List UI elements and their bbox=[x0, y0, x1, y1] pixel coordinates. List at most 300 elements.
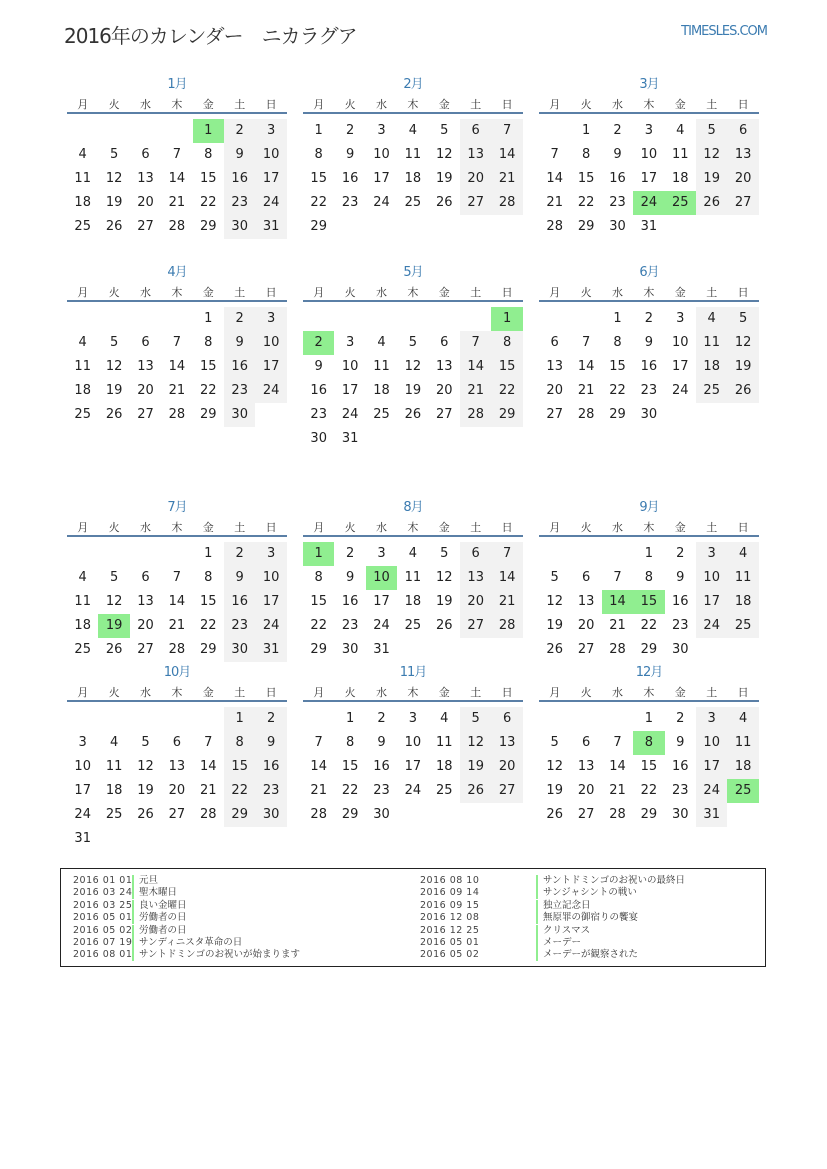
day-cell: 28 bbox=[460, 403, 491, 427]
day-cell: 7 bbox=[491, 119, 522, 143]
day-cell: 25 bbox=[74, 219, 91, 234]
weekday-header: 日 bbox=[501, 286, 513, 299]
day-cell: 13 bbox=[460, 566, 491, 590]
header-rule bbox=[67, 700, 287, 702]
day-cell: 8 bbox=[224, 731, 255, 755]
day-cell: 19 bbox=[436, 171, 453, 186]
day-cell: 20 bbox=[436, 383, 453, 398]
day-cell: 28 bbox=[609, 642, 626, 657]
day-cell: 16 bbox=[255, 755, 286, 779]
weekday-header: 水 bbox=[139, 98, 151, 111]
day-cell: 13 bbox=[727, 143, 758, 167]
weekday-header: 日 bbox=[501, 686, 513, 699]
day-cell: 6 bbox=[141, 147, 150, 162]
holiday-date: 2016 03 24 bbox=[73, 887, 133, 899]
header-rule bbox=[539, 112, 759, 114]
holiday-legend bbox=[60, 868, 766, 967]
day-cell: 18 bbox=[373, 383, 390, 398]
day-cell: 22 bbox=[609, 383, 626, 398]
day-cell: 6 bbox=[460, 542, 491, 566]
day-cell: 3 bbox=[377, 546, 386, 561]
day-cell: 6 bbox=[172, 735, 182, 750]
day-cell: 6 bbox=[491, 707, 522, 731]
day-cell: 4 bbox=[727, 542, 758, 566]
day-cell: 24 bbox=[74, 807, 91, 822]
weekday-header: 日 bbox=[737, 98, 749, 111]
day-cell: 4 bbox=[727, 707, 758, 731]
day-cell: 9 bbox=[224, 143, 255, 167]
day-cell: 27 bbox=[460, 614, 491, 638]
day-cell: 12 bbox=[696, 143, 727, 167]
day-cell: 2 bbox=[224, 307, 255, 331]
day-cell: 13 bbox=[546, 359, 563, 374]
holiday-date: 2016 05 01 bbox=[73, 912, 133, 924]
day-cell: 11 bbox=[74, 171, 91, 186]
day-cell: 10 bbox=[74, 759, 91, 774]
holiday-name: 労働者の日 bbox=[139, 924, 187, 936]
day-cell: 21 bbox=[310, 783, 327, 798]
day-cell: 24 bbox=[404, 783, 422, 798]
weekday-header: 日 bbox=[265, 286, 277, 299]
day-cell: 7 bbox=[204, 735, 213, 750]
day-cell: 26 bbox=[404, 407, 422, 422]
day-cell: 5 bbox=[440, 546, 449, 561]
day-cell: 16 bbox=[672, 594, 689, 609]
holiday-name: サンジャシントの戦い bbox=[543, 887, 637, 899]
header-rule bbox=[67, 300, 287, 302]
weekday-header: 木 bbox=[171, 98, 183, 111]
day-cell: 30 bbox=[672, 807, 689, 822]
weekday-header: 水 bbox=[139, 286, 151, 299]
day-cell: 15 bbox=[491, 355, 522, 379]
day-cell: 8 bbox=[613, 335, 622, 350]
day-cell: 19 bbox=[696, 167, 727, 191]
weekday-header: 月 bbox=[77, 98, 89, 111]
day-cell: 3 bbox=[255, 542, 286, 566]
weekday-header: 火 bbox=[108, 286, 120, 299]
holiday-marker bbox=[132, 875, 134, 887]
weekday-header: 水 bbox=[611, 686, 623, 699]
day-cell: 16 bbox=[373, 759, 390, 774]
weekday-header: 月 bbox=[313, 98, 325, 111]
day-cell: 20 bbox=[460, 590, 491, 614]
day-cell: 5 bbox=[460, 707, 491, 731]
day-cell: 31 bbox=[341, 431, 359, 446]
day-cell: 9 bbox=[224, 566, 255, 590]
month-name: 6月 bbox=[639, 265, 659, 280]
day-cell: 21 bbox=[168, 195, 186, 210]
weekday-header: 水 bbox=[375, 521, 387, 534]
day-cell: 6 bbox=[550, 335, 559, 350]
day-cell: 10 bbox=[255, 331, 286, 355]
holiday-day-cell: 25 bbox=[665, 191, 696, 215]
day-cell: 15 bbox=[310, 171, 327, 186]
day-cell: 13 bbox=[577, 594, 595, 609]
day-cell: 17 bbox=[74, 783, 91, 798]
weekday-header: 月 bbox=[549, 521, 561, 534]
holiday-date: 2016 05 02 bbox=[73, 924, 133, 936]
header-rule bbox=[67, 112, 287, 114]
day-cell: 18 bbox=[696, 355, 727, 379]
weekday-header: 木 bbox=[407, 98, 419, 111]
day-cell: 21 bbox=[491, 590, 522, 614]
day-cell: 10 bbox=[640, 147, 658, 162]
weekday-header: 水 bbox=[139, 521, 151, 534]
day-cell: 29 bbox=[224, 803, 255, 827]
day-cell: 6 bbox=[727, 119, 758, 143]
day-cell: 3 bbox=[408, 711, 418, 726]
day-cell: 30 bbox=[224, 403, 255, 427]
day-cell: 15 bbox=[609, 359, 626, 374]
day-cell: 5 bbox=[109, 335, 119, 350]
day-cell: 2 bbox=[345, 546, 355, 561]
weekday-header: 木 bbox=[643, 98, 655, 111]
weekday-header: 土 bbox=[706, 521, 718, 534]
weekday-header: 水 bbox=[375, 98, 387, 111]
day-cell: 12 bbox=[436, 570, 453, 585]
weekday-header: 金 bbox=[674, 98, 686, 111]
day-cell: 1 bbox=[613, 311, 622, 326]
day-cell: 18 bbox=[74, 383, 91, 398]
day-cell: 7 bbox=[550, 147, 559, 162]
weekday-header: 木 bbox=[643, 686, 655, 699]
weekday-header: 日 bbox=[265, 98, 277, 111]
month-name: 2月 bbox=[403, 77, 423, 92]
day-cell: 16 bbox=[672, 759, 689, 774]
day-cell: 4 bbox=[78, 147, 87, 162]
day-cell: 31 bbox=[74, 831, 91, 846]
weekday-header: 火 bbox=[108, 98, 120, 111]
weekday-header: 金 bbox=[202, 98, 214, 111]
holiday-day-cell: 1 bbox=[491, 307, 522, 331]
day-cell: 15 bbox=[310, 594, 327, 609]
holiday-day-cell: 15 bbox=[633, 590, 664, 614]
day-cell: 13 bbox=[137, 171, 154, 186]
day-cell: 1 bbox=[345, 711, 355, 726]
day-cell: 18 bbox=[672, 171, 689, 186]
weekday-header: 火 bbox=[344, 98, 356, 111]
day-cell: 23 bbox=[224, 614, 255, 638]
day-cell: 15 bbox=[200, 359, 217, 374]
day-cell: 15 bbox=[200, 594, 217, 609]
holiday-date: 2016 03 25 bbox=[73, 899, 133, 911]
day-cell: 24 bbox=[672, 383, 689, 398]
header-rule bbox=[303, 700, 523, 702]
day-cell: 26 bbox=[460, 779, 491, 803]
day-cell: 25 bbox=[105, 807, 123, 822]
day-cell: 11 bbox=[105, 759, 123, 774]
day-cell: 22 bbox=[200, 618, 217, 633]
day-cell: 27 bbox=[137, 219, 154, 234]
holiday-day-cell: 25 bbox=[727, 779, 758, 803]
day-cell: 29 bbox=[310, 219, 327, 234]
day-cell: 20 bbox=[137, 195, 154, 210]
day-cell: 2 bbox=[255, 707, 286, 731]
day-cell: 14 bbox=[546, 171, 563, 186]
day-cell: 17 bbox=[373, 171, 390, 186]
weekday-header: 金 bbox=[674, 286, 686, 299]
day-cell: 5 bbox=[141, 735, 150, 750]
weekday-header: 土 bbox=[706, 686, 718, 699]
day-cell: 5 bbox=[550, 735, 559, 750]
weekday-header: 火 bbox=[344, 286, 356, 299]
day-cell: 22 bbox=[491, 379, 522, 403]
weekday-header: 日 bbox=[737, 286, 749, 299]
holiday-marker bbox=[536, 912, 538, 924]
weekday-header: 月 bbox=[77, 286, 89, 299]
day-cell: 3 bbox=[644, 123, 654, 138]
day-cell: 12 bbox=[105, 594, 123, 609]
day-cell: 27 bbox=[168, 807, 186, 822]
day-cell: 26 bbox=[105, 407, 123, 422]
day-cell: 30 bbox=[224, 215, 255, 239]
day-cell: 7 bbox=[314, 735, 323, 750]
holiday-marker bbox=[536, 925, 538, 937]
day-cell: 29 bbox=[310, 642, 327, 657]
weekday-header: 火 bbox=[108, 686, 120, 699]
day-cell: 9 bbox=[676, 570, 685, 585]
weekday-header: 水 bbox=[611, 98, 623, 111]
day-cell: 1 bbox=[644, 711, 654, 726]
day-cell: 3 bbox=[676, 311, 685, 326]
day-cell: 30 bbox=[373, 807, 390, 822]
day-cell: 9 bbox=[676, 735, 685, 750]
day-cell: 23 bbox=[224, 191, 255, 215]
day-cell: 22 bbox=[200, 195, 217, 210]
weekday-header: 金 bbox=[674, 521, 686, 534]
day-cell: 9 bbox=[255, 731, 286, 755]
day-cell: 27 bbox=[577, 642, 595, 657]
day-cell: 22 bbox=[577, 195, 595, 210]
day-cell: 30 bbox=[672, 642, 689, 657]
holiday-marker bbox=[132, 887, 134, 899]
month-name: 11月 bbox=[399, 665, 427, 680]
day-cell: 21 bbox=[460, 379, 491, 403]
month-name: 12月 bbox=[635, 665, 663, 680]
month-name: 7月 bbox=[167, 500, 187, 515]
day-cell: 19 bbox=[436, 594, 453, 609]
weekday-header: 水 bbox=[375, 686, 387, 699]
day-cell: 5 bbox=[109, 147, 119, 162]
day-cell: 26 bbox=[696, 191, 727, 215]
weekday-header: 木 bbox=[171, 521, 183, 534]
day-cell: 30 bbox=[224, 638, 255, 662]
day-cell: 25 bbox=[404, 195, 422, 210]
day-cell: 23 bbox=[672, 618, 689, 633]
day-cell: 8 bbox=[204, 570, 213, 585]
day-cell: 11 bbox=[74, 359, 91, 374]
day-cell: 29 bbox=[341, 807, 359, 822]
day-cell: 11 bbox=[404, 570, 422, 585]
weekday-header: 土 bbox=[234, 521, 246, 534]
day-cell: 5 bbox=[109, 570, 119, 585]
day-cell: 25 bbox=[74, 407, 91, 422]
day-cell: 11 bbox=[373, 359, 390, 374]
day-cell: 4 bbox=[377, 335, 386, 350]
weekday-header: 金 bbox=[438, 521, 450, 534]
day-cell: 3 bbox=[696, 542, 727, 566]
weekday-header: 月 bbox=[77, 521, 89, 534]
day-cell: 5 bbox=[408, 335, 418, 350]
day-cell: 27 bbox=[137, 407, 154, 422]
day-cell: 11 bbox=[436, 735, 453, 750]
day-cell: 21 bbox=[168, 618, 186, 633]
weekday-header: 土 bbox=[470, 286, 482, 299]
day-cell: 16 bbox=[640, 359, 658, 374]
day-cell: 18 bbox=[74, 195, 91, 210]
day-cell: 18 bbox=[404, 171, 422, 186]
day-cell: 14 bbox=[168, 359, 186, 374]
day-cell: 17 bbox=[404, 759, 422, 774]
day-cell: 18 bbox=[404, 594, 422, 609]
day-cell: 26 bbox=[436, 618, 453, 633]
site-logo[interactable]: TIMESLES.COM bbox=[681, 24, 767, 39]
day-cell: 9 bbox=[345, 147, 355, 162]
day-cell: 15 bbox=[577, 171, 595, 186]
day-cell: 20 bbox=[137, 618, 154, 633]
day-cell: 6 bbox=[141, 570, 150, 585]
month-name: 4月 bbox=[167, 265, 187, 280]
day-cell: 13 bbox=[460, 143, 491, 167]
holiday-marker bbox=[132, 900, 134, 912]
day-cell: 3 bbox=[345, 335, 355, 350]
day-cell: 29 bbox=[200, 407, 217, 422]
day-cell: 13 bbox=[491, 731, 522, 755]
day-cell: 28 bbox=[609, 807, 626, 822]
day-cell: 2 bbox=[613, 123, 622, 138]
day-cell: 11 bbox=[696, 331, 727, 355]
weekday-header: 金 bbox=[202, 686, 214, 699]
day-cell: 19 bbox=[460, 755, 491, 779]
day-cell: 6 bbox=[581, 570, 591, 585]
weekday-header: 火 bbox=[344, 521, 356, 534]
weekday-header: 木 bbox=[643, 521, 655, 534]
day-cell: 28 bbox=[168, 407, 186, 422]
day-cell: 28 bbox=[491, 191, 522, 215]
day-cell: 1 bbox=[204, 311, 213, 326]
day-cell: 6 bbox=[141, 335, 150, 350]
day-cell: 28 bbox=[200, 807, 217, 822]
day-cell: 26 bbox=[105, 219, 123, 234]
weekday-header: 月 bbox=[77, 686, 89, 699]
day-cell: 10 bbox=[341, 359, 359, 374]
holiday-name: 独立記念日 bbox=[543, 899, 591, 911]
weekday-header: 木 bbox=[171, 686, 183, 699]
day-cell: 12 bbox=[546, 594, 563, 609]
holiday-marker bbox=[536, 887, 538, 899]
holiday-date: 2016 12 25 bbox=[420, 924, 480, 936]
weekday-header: 土 bbox=[234, 686, 246, 699]
weekday-header: 土 bbox=[706, 286, 718, 299]
weekday-header: 土 bbox=[470, 98, 482, 111]
day-cell: 20 bbox=[577, 618, 595, 633]
day-cell: 22 bbox=[310, 618, 327, 633]
day-cell: 20 bbox=[460, 167, 491, 191]
weekday-header: 土 bbox=[470, 686, 482, 699]
day-cell: 12 bbox=[546, 759, 563, 774]
day-cell: 14 bbox=[491, 143, 522, 167]
day-cell: 7 bbox=[581, 335, 591, 350]
day-cell: 22 bbox=[200, 383, 217, 398]
day-cell: 4 bbox=[696, 307, 727, 331]
weekday-header: 木 bbox=[407, 686, 419, 699]
day-cell: 18 bbox=[727, 590, 758, 614]
day-cell: 23 bbox=[341, 618, 359, 633]
day-cell: 12 bbox=[137, 759, 154, 774]
day-cell: 9 bbox=[377, 735, 386, 750]
day-cell: 29 bbox=[577, 219, 595, 234]
day-cell: 4 bbox=[676, 123, 685, 138]
holiday-name: 労働者の日 bbox=[139, 912, 187, 924]
day-cell: 23 bbox=[224, 379, 255, 403]
holiday-day-cell: 8 bbox=[633, 731, 664, 755]
day-cell: 2 bbox=[644, 311, 654, 326]
holiday-day-cell: 2 bbox=[303, 331, 334, 355]
holiday-name: サンディニスタ革命の日 bbox=[139, 937, 243, 948]
holiday-name: 元旦 bbox=[139, 875, 159, 886]
day-cell: 24 bbox=[373, 195, 390, 210]
weekday-header: 日 bbox=[737, 686, 749, 699]
weekday-header: 土 bbox=[234, 98, 246, 111]
holiday-date: 2016 09 15 bbox=[420, 899, 480, 911]
day-cell: 27 bbox=[577, 807, 595, 822]
day-cell: 8 bbox=[204, 335, 213, 350]
day-cell: 1 bbox=[314, 123, 323, 138]
day-cell: 12 bbox=[727, 331, 758, 355]
day-cell: 9 bbox=[613, 147, 622, 162]
day-cell: 31 bbox=[696, 803, 727, 827]
holiday-marker bbox=[536, 875, 538, 887]
day-cell: 10 bbox=[373, 147, 390, 162]
weekday-header: 金 bbox=[202, 286, 214, 299]
day-cell: 5 bbox=[550, 570, 559, 585]
day-cell: 8 bbox=[345, 735, 355, 750]
holiday-day-cell: 14 bbox=[602, 590, 633, 614]
holiday-day-cell: 24 bbox=[633, 191, 664, 215]
weekday-header: 金 bbox=[202, 521, 214, 534]
day-cell: 16 bbox=[224, 590, 255, 614]
day-cell: 15 bbox=[224, 755, 255, 779]
day-cell: 14 bbox=[491, 566, 522, 590]
month-name: 10月 bbox=[163, 665, 191, 680]
day-cell: 9 bbox=[314, 359, 323, 374]
day-cell: 2 bbox=[676, 711, 685, 726]
day-cell: 11 bbox=[74, 594, 91, 609]
day-cell: 22 bbox=[640, 618, 658, 633]
weekday-header: 土 bbox=[706, 98, 718, 111]
day-cell: 15 bbox=[341, 759, 359, 774]
month-name: 3月 bbox=[639, 77, 659, 92]
day-cell: 26 bbox=[137, 807, 154, 822]
day-cell: 2 bbox=[377, 711, 386, 726]
day-cell: 2 bbox=[224, 542, 255, 566]
day-cell: 2 bbox=[345, 123, 355, 138]
month-name: 1月 bbox=[167, 77, 187, 92]
day-cell: 13 bbox=[168, 759, 186, 774]
day-cell: 23 bbox=[640, 383, 658, 398]
day-cell: 31 bbox=[255, 215, 286, 239]
weekday-header: 水 bbox=[611, 286, 623, 299]
weekday-header: 木 bbox=[171, 286, 183, 299]
day-cell: 29 bbox=[609, 407, 626, 422]
day-cell: 14 bbox=[460, 355, 491, 379]
day-cell: 17 bbox=[255, 355, 286, 379]
weekday-header: 火 bbox=[108, 521, 120, 534]
day-cell: 30 bbox=[640, 407, 658, 422]
day-cell: 24 bbox=[255, 614, 286, 638]
header-rule bbox=[539, 535, 759, 537]
day-cell: 1 bbox=[644, 546, 654, 561]
